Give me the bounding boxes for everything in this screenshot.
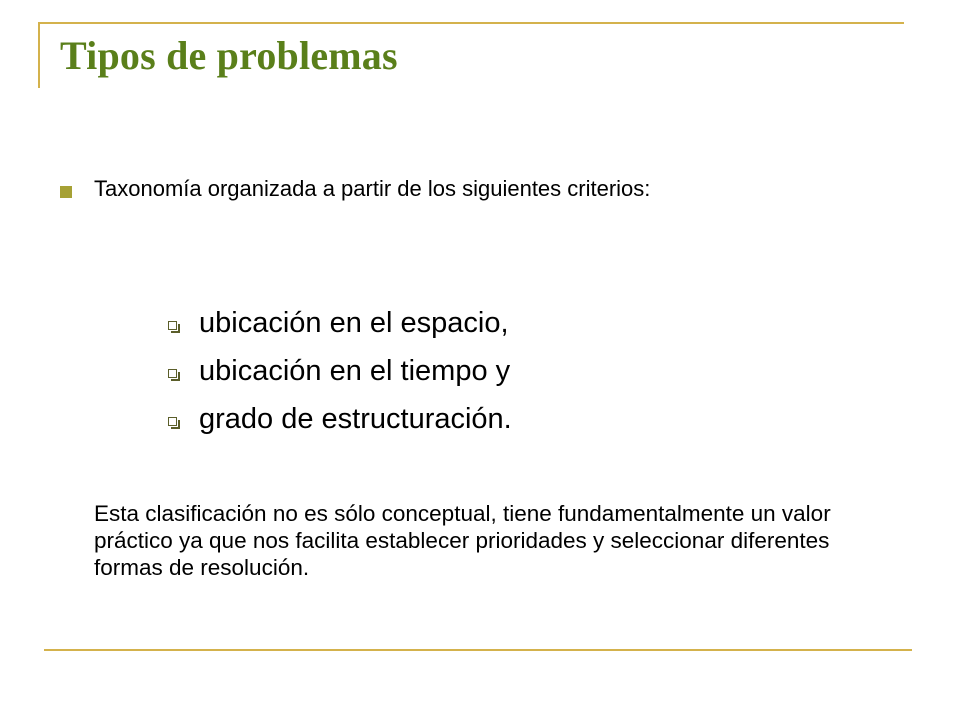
filled-square-bullet-icon	[60, 186, 72, 198]
hollow-square-bullet-icon	[168, 321, 177, 330]
hollow-square-bullet-icon	[168, 369, 177, 378]
criteria-item-text: ubicación en el espacio,	[199, 307, 509, 339]
explanation-paragraph: Esta clasificación no es sólo conceptual, tiene fundamentalmente un valor práctico ya que nos facilita establecer prioridades y seleccionar diferentes formas de resolución.	[94, 501, 831, 580]
frame-bottom-rule	[44, 649, 912, 651]
hollow-square-bullet-icon	[168, 417, 177, 426]
slide-title: Tipos de problemas	[60, 33, 398, 78]
frame-top-rule	[38, 22, 904, 24]
intro-text: Taxonomía organizada a partir de los siguientes criterios:	[94, 176, 651, 201]
criteria-item-text: ubicación en el tiempo y	[199, 355, 511, 387]
frame-left-rule	[38, 22, 40, 88]
criteria-item-text: grado de estructuración.	[199, 403, 512, 435]
